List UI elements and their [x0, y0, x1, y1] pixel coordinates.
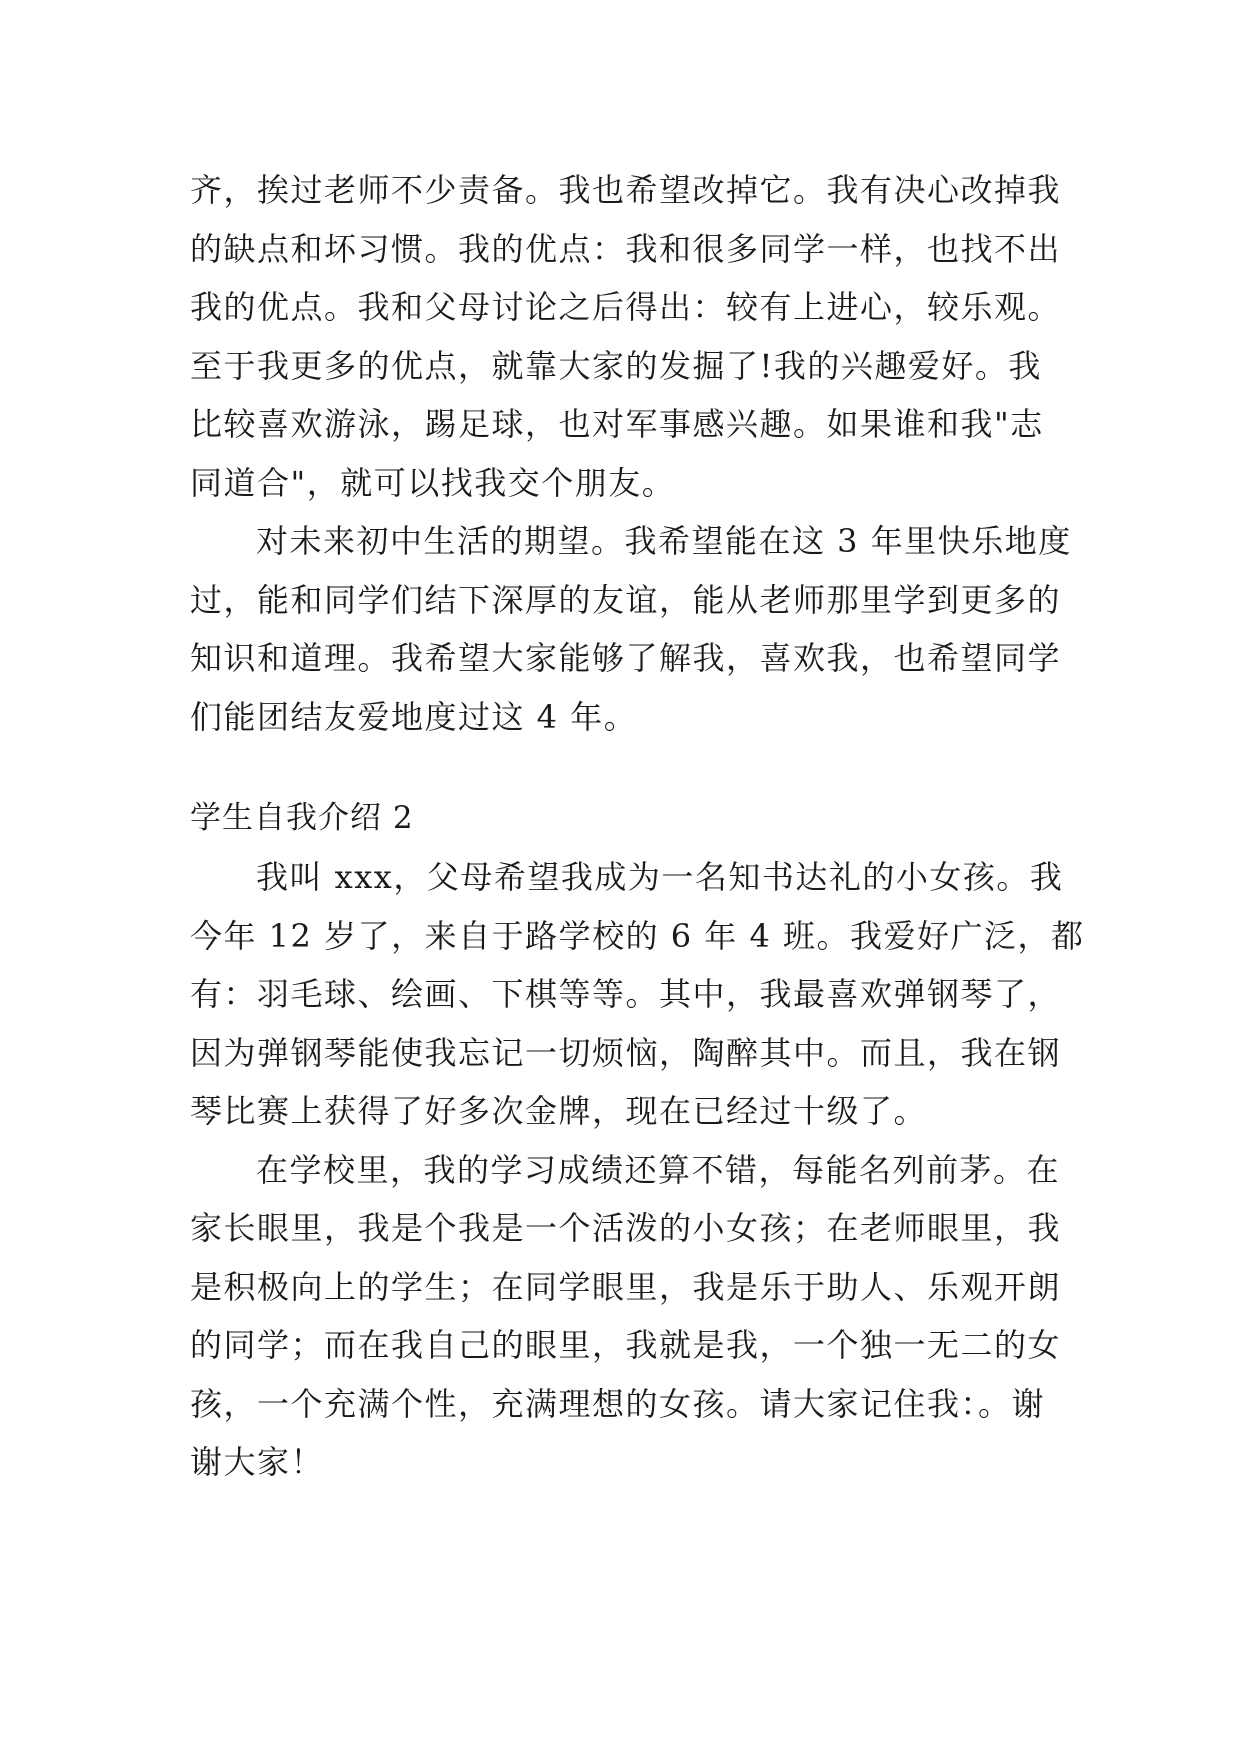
paragraph-line: 谢大家！	[190, 1443, 325, 1481]
paragraph-line: 同道合"，就可以找我交个朋友。	[190, 463, 676, 502]
paragraph-line: 过，能和同学们结下深厚的友谊，能从老师那里学到更多的	[190, 580, 1062, 619]
paragraph-line: 我的优点。我和父母讨论之后得出：较有上进心，较乐观。	[190, 288, 1062, 326]
paragraph-line: 知识和道理。我希望大家能够了解我，喜欢我，也希望同学	[190, 639, 1062, 677]
paragraph-line: 家长眼里，我是个我是一个活泼的小女孩；在老师眼里，我	[190, 1209, 1062, 1247]
paragraph-line: 齐，挨过老师不少责备。我也希望改掉它。我有决心改掉我	[190, 171, 1062, 209]
paragraph-line: 是积极向上的学生；在同学眼里，我是乐于助人、乐观开朗	[190, 1267, 1062, 1306]
paragraph-line: 孩，一个充满个性，充满理想的女孩。请大家记住我：。谢	[190, 1384, 1046, 1423]
paragraph-line: 们能团结友爱地度过这 4 年。	[190, 697, 638, 736]
paragraph-line: 因为弹钢琴能使我忘记一切烦恼，陶醉其中。而且，我在钢	[190, 1033, 1062, 1072]
section-1-body	[190, 161, 1072, 746]
paragraph-line: 我叫 xxx，父母希望我成为一名知书达礼的小女孩。我	[256, 858, 1064, 896]
paragraph-line: 对未来初中生活的期望。我希望能在这 3 年里快乐地度	[256, 522, 1072, 560]
paragraph-line: 今年 12 岁了，来自于路学校的 6 年 4 班。我爱好广泛，都	[190, 916, 1085, 955]
paragraph-line: 的缺点和坏习惯。我的优点：我和很多同学一样，也找不出	[190, 229, 1062, 268]
paragraph-line: 至于我更多的优点，就靠大家的发掘了!我的兴趣爱好。我	[190, 346, 1042, 385]
section-2-body	[190, 848, 1085, 1492]
paragraph-line: 有：羽毛球、绘画、下棋等等。其中，我最喜欢弹钢琴了，	[190, 975, 1062, 1013]
paragraph-line: 在学校里，我的学习成绩还算不错，每能名列前茅。在	[256, 1150, 1061, 1189]
paragraph-line: 比较喜欢游泳，踢足球，也对军事感兴趣。如果谁和我"志	[190, 405, 1044, 443]
paragraph-line: 琴比赛上获得了好多次金牌，现在已经过十级了。	[190, 1092, 928, 1130]
paragraph-line: 的同学；而在我自己的眼里，我就是我，一个独一无二的女	[190, 1326, 1062, 1364]
section-heading: 学生自我介绍 2	[190, 800, 414, 836]
